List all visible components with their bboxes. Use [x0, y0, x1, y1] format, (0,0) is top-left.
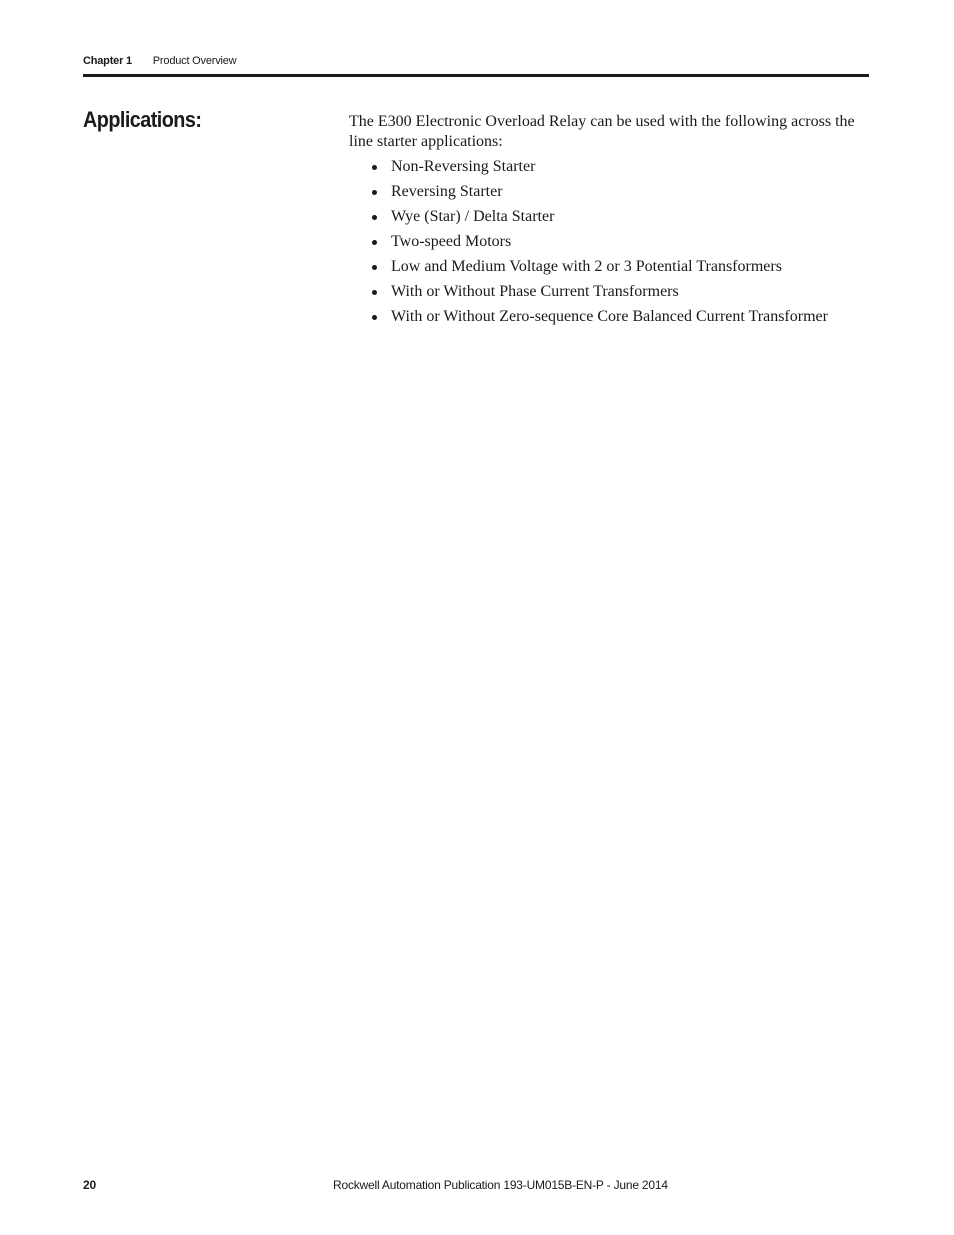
- running-header: [83, 52, 869, 70]
- applications-list: [349, 157, 859, 332]
- list-item: [349, 307, 859, 332]
- list-item: [349, 282, 859, 307]
- publication-info: Rockwell Automation Publication 193-UM015B-EN-P - June 2014: [333, 1178, 668, 1192]
- list-item-text: Low and Medium Voltage with 2 or 3 Potential Transformers: [391, 258, 782, 275]
- list-item: [349, 157, 859, 182]
- list-item: [349, 182, 859, 207]
- bullet-icon: [372, 215, 377, 220]
- list-item-text: Two-speed Motors: [391, 233, 512, 250]
- chapter-label: Chapter 1: [83, 55, 132, 67]
- list-item: [349, 232, 859, 257]
- list-item-text: Reversing Starter: [391, 183, 503, 200]
- header-rule: [83, 74, 869, 77]
- list-item: [349, 257, 859, 282]
- bullet-icon: [372, 190, 377, 195]
- body-column: [349, 112, 859, 332]
- list-item-text: Wye (Star) / Delta Starter: [391, 208, 555, 225]
- bullet-icon: [372, 240, 377, 245]
- list-item-text: With or Without Phase Current Transformers: [391, 283, 679, 300]
- list-item-text: Non-Reversing Starter: [391, 158, 536, 175]
- list-item-text: With or Without Zero-sequence Core Balanced Current Transformer: [391, 308, 828, 325]
- list-item: [349, 207, 859, 232]
- bullet-icon: [372, 265, 377, 270]
- intro-paragraph: The E300 Electronic Overload Relay can be used with the following across the line starter applications:: [349, 113, 855, 150]
- applications-heading: Applications:: [83, 107, 202, 132]
- page-number: 20: [83, 1178, 96, 1192]
- bullet-icon: [372, 290, 377, 295]
- section-title: Product Overview: [152, 55, 237, 67]
- bullet-icon: [372, 165, 377, 170]
- bullet-icon: [372, 315, 377, 320]
- page-footer: [83, 1176, 869, 1194]
